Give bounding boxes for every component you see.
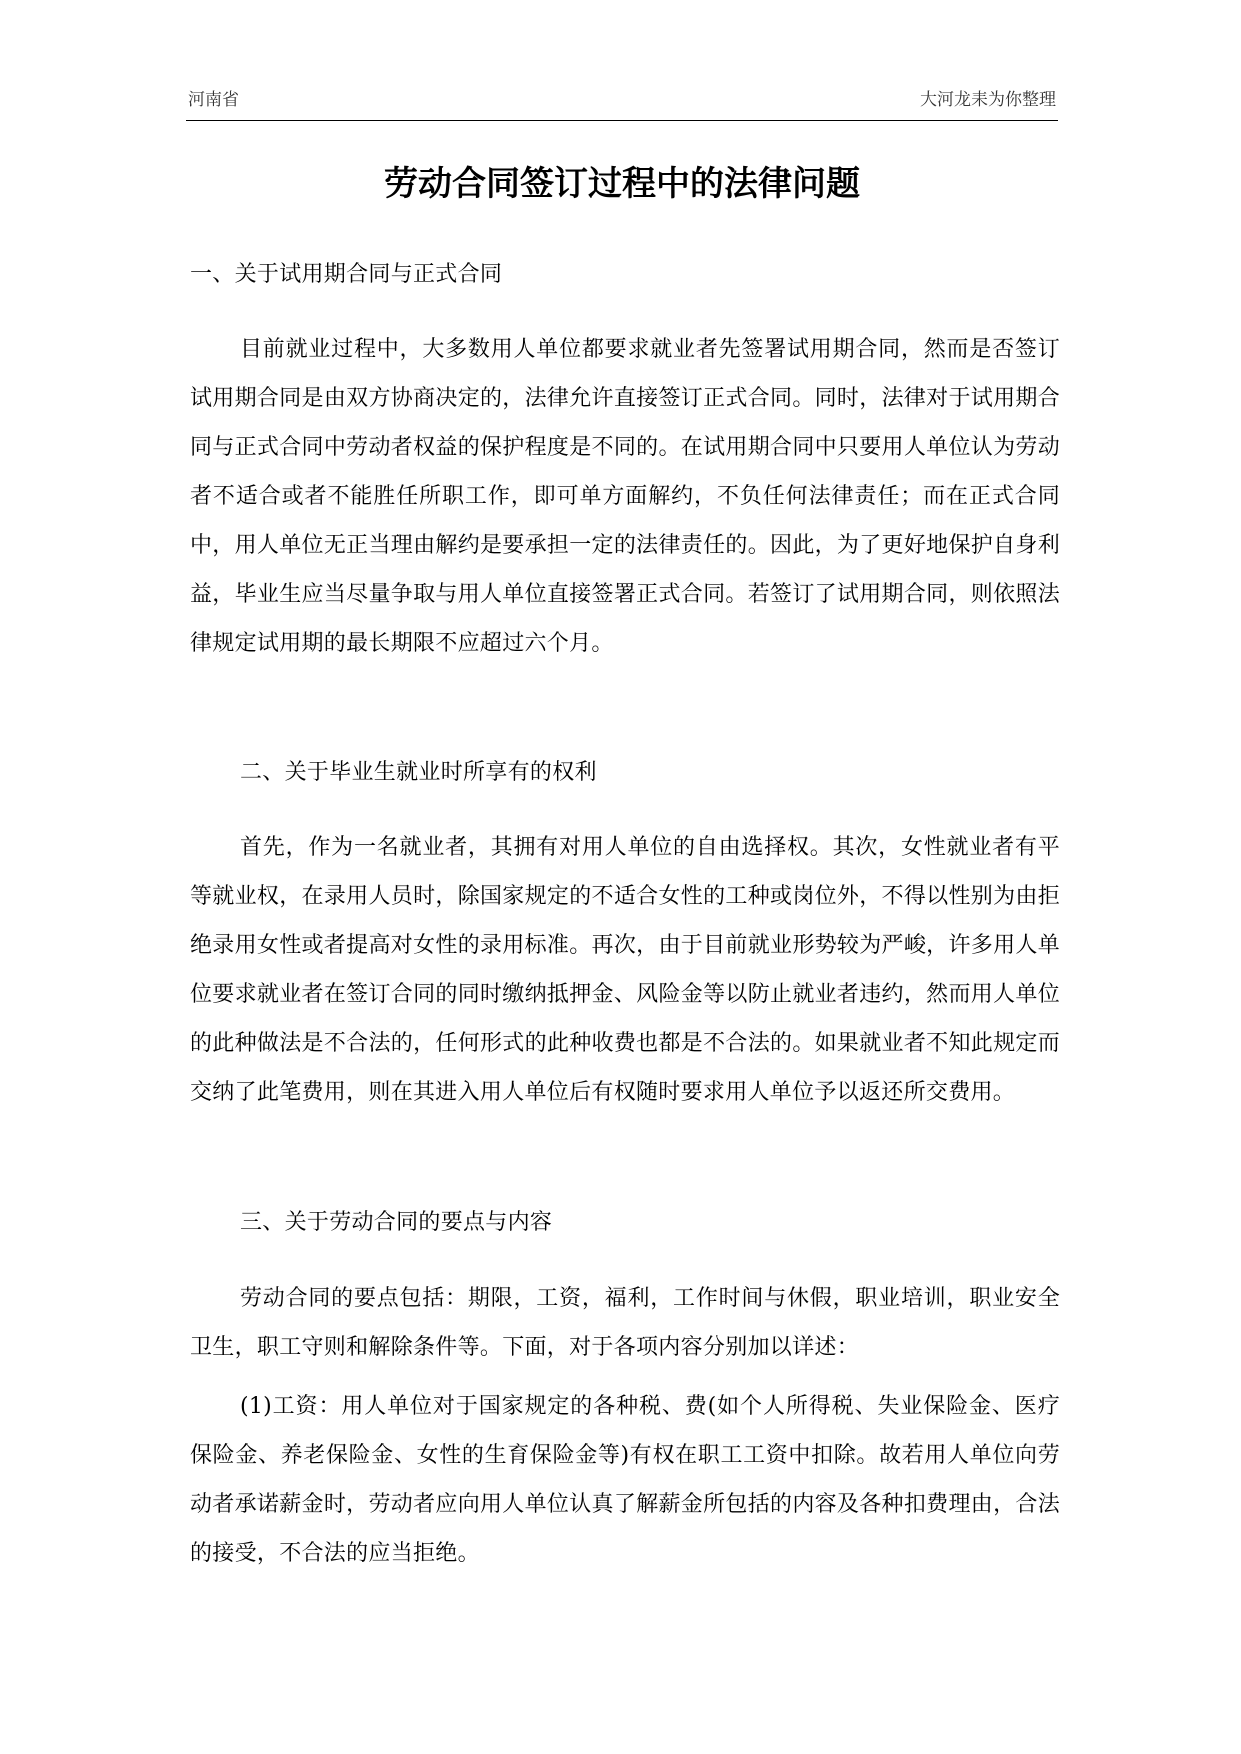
header-region: 河南省 xyxy=(188,90,239,110)
document-title: 劳动合同签订过程中的法律问题 xyxy=(384,164,860,204)
section-paragraph-1: 目前就业过程中，大多数用人单位都要求就业者先签署试用期合同，然而是否签订试用期合同是由双方协商决定的，法律允许直接签订正式合同。同时，法律对于试用期合同与正式合同中劳动者权益的保护程度是不同的。在试用期合同中只要用人单位认为劳动者不适合或者不能胜任所职工作，即可单方面解约，不负任何法律责任；而在正式合同中，用人单位无正当理由解约是要承担一定的法律责任的。因此，为了更好地保护自身利益，毕业生应当尽量争取与用人单位直接签署正式合同。若签订了试用期合同，则依照法律规定试用期的最长期限不应超过六个月。 xyxy=(190,337,1060,656)
section-paragraph-3: 劳动合同的要点包括：期限，工资，福利，工作时间与休假，职业培训，职业安全卫生，职工守则和解除条件等。下面，对于各项内容分别加以详述： xyxy=(190,1286,1060,1360)
page-header xyxy=(186,84,1058,121)
section-paragraph-2: 首先，作为一名就业者，其拥有对用人单位的自由选择权。其次，女性就业者有平等就业权，在录用人员时，除国家规定的不适合女性的工种或岗位外，不得以性别为由拒绝录用女性或者提高对女性的录用标准。再次，由于目前就业形势较为严峻，许多用人单位要求就业者在签订合同的同时缴纳抵押金、风险金等以防止就业者违约，然而用人单位的此种做法是不合法的，任何形式的此种收费也都是不合法的。如果就业者不知此规定而交纳了此笔费用，则在其进入用人单位后有权随时要求用人单位予以返还所交费用。 xyxy=(190,835,1060,1105)
header-source: 大河龙耒为你整理 xyxy=(920,90,1056,110)
section-heading-1: 一、关于试用期合同与正式合同 xyxy=(190,262,503,287)
section-heading-3: 三、关于劳动合同的要点与内容 xyxy=(240,1210,553,1235)
section-heading-2: 二、关于毕业生就业时所享有的权利 xyxy=(240,760,597,785)
section-paragraph-3-item-1: (1)工资：用人单位对于国家规定的各种税、费(如个人所得税、失业保险金、医疗保险金、养老保险金、女性的生育保险金等)有权在职工工资中扣除。故若用人单位向劳动者承诺薪金时，劳动者应向用人单位认真了解薪金所包括的内容及各种扣费理由，合法的接受，不合法的应当拒绝。 xyxy=(190,1394,1060,1566)
